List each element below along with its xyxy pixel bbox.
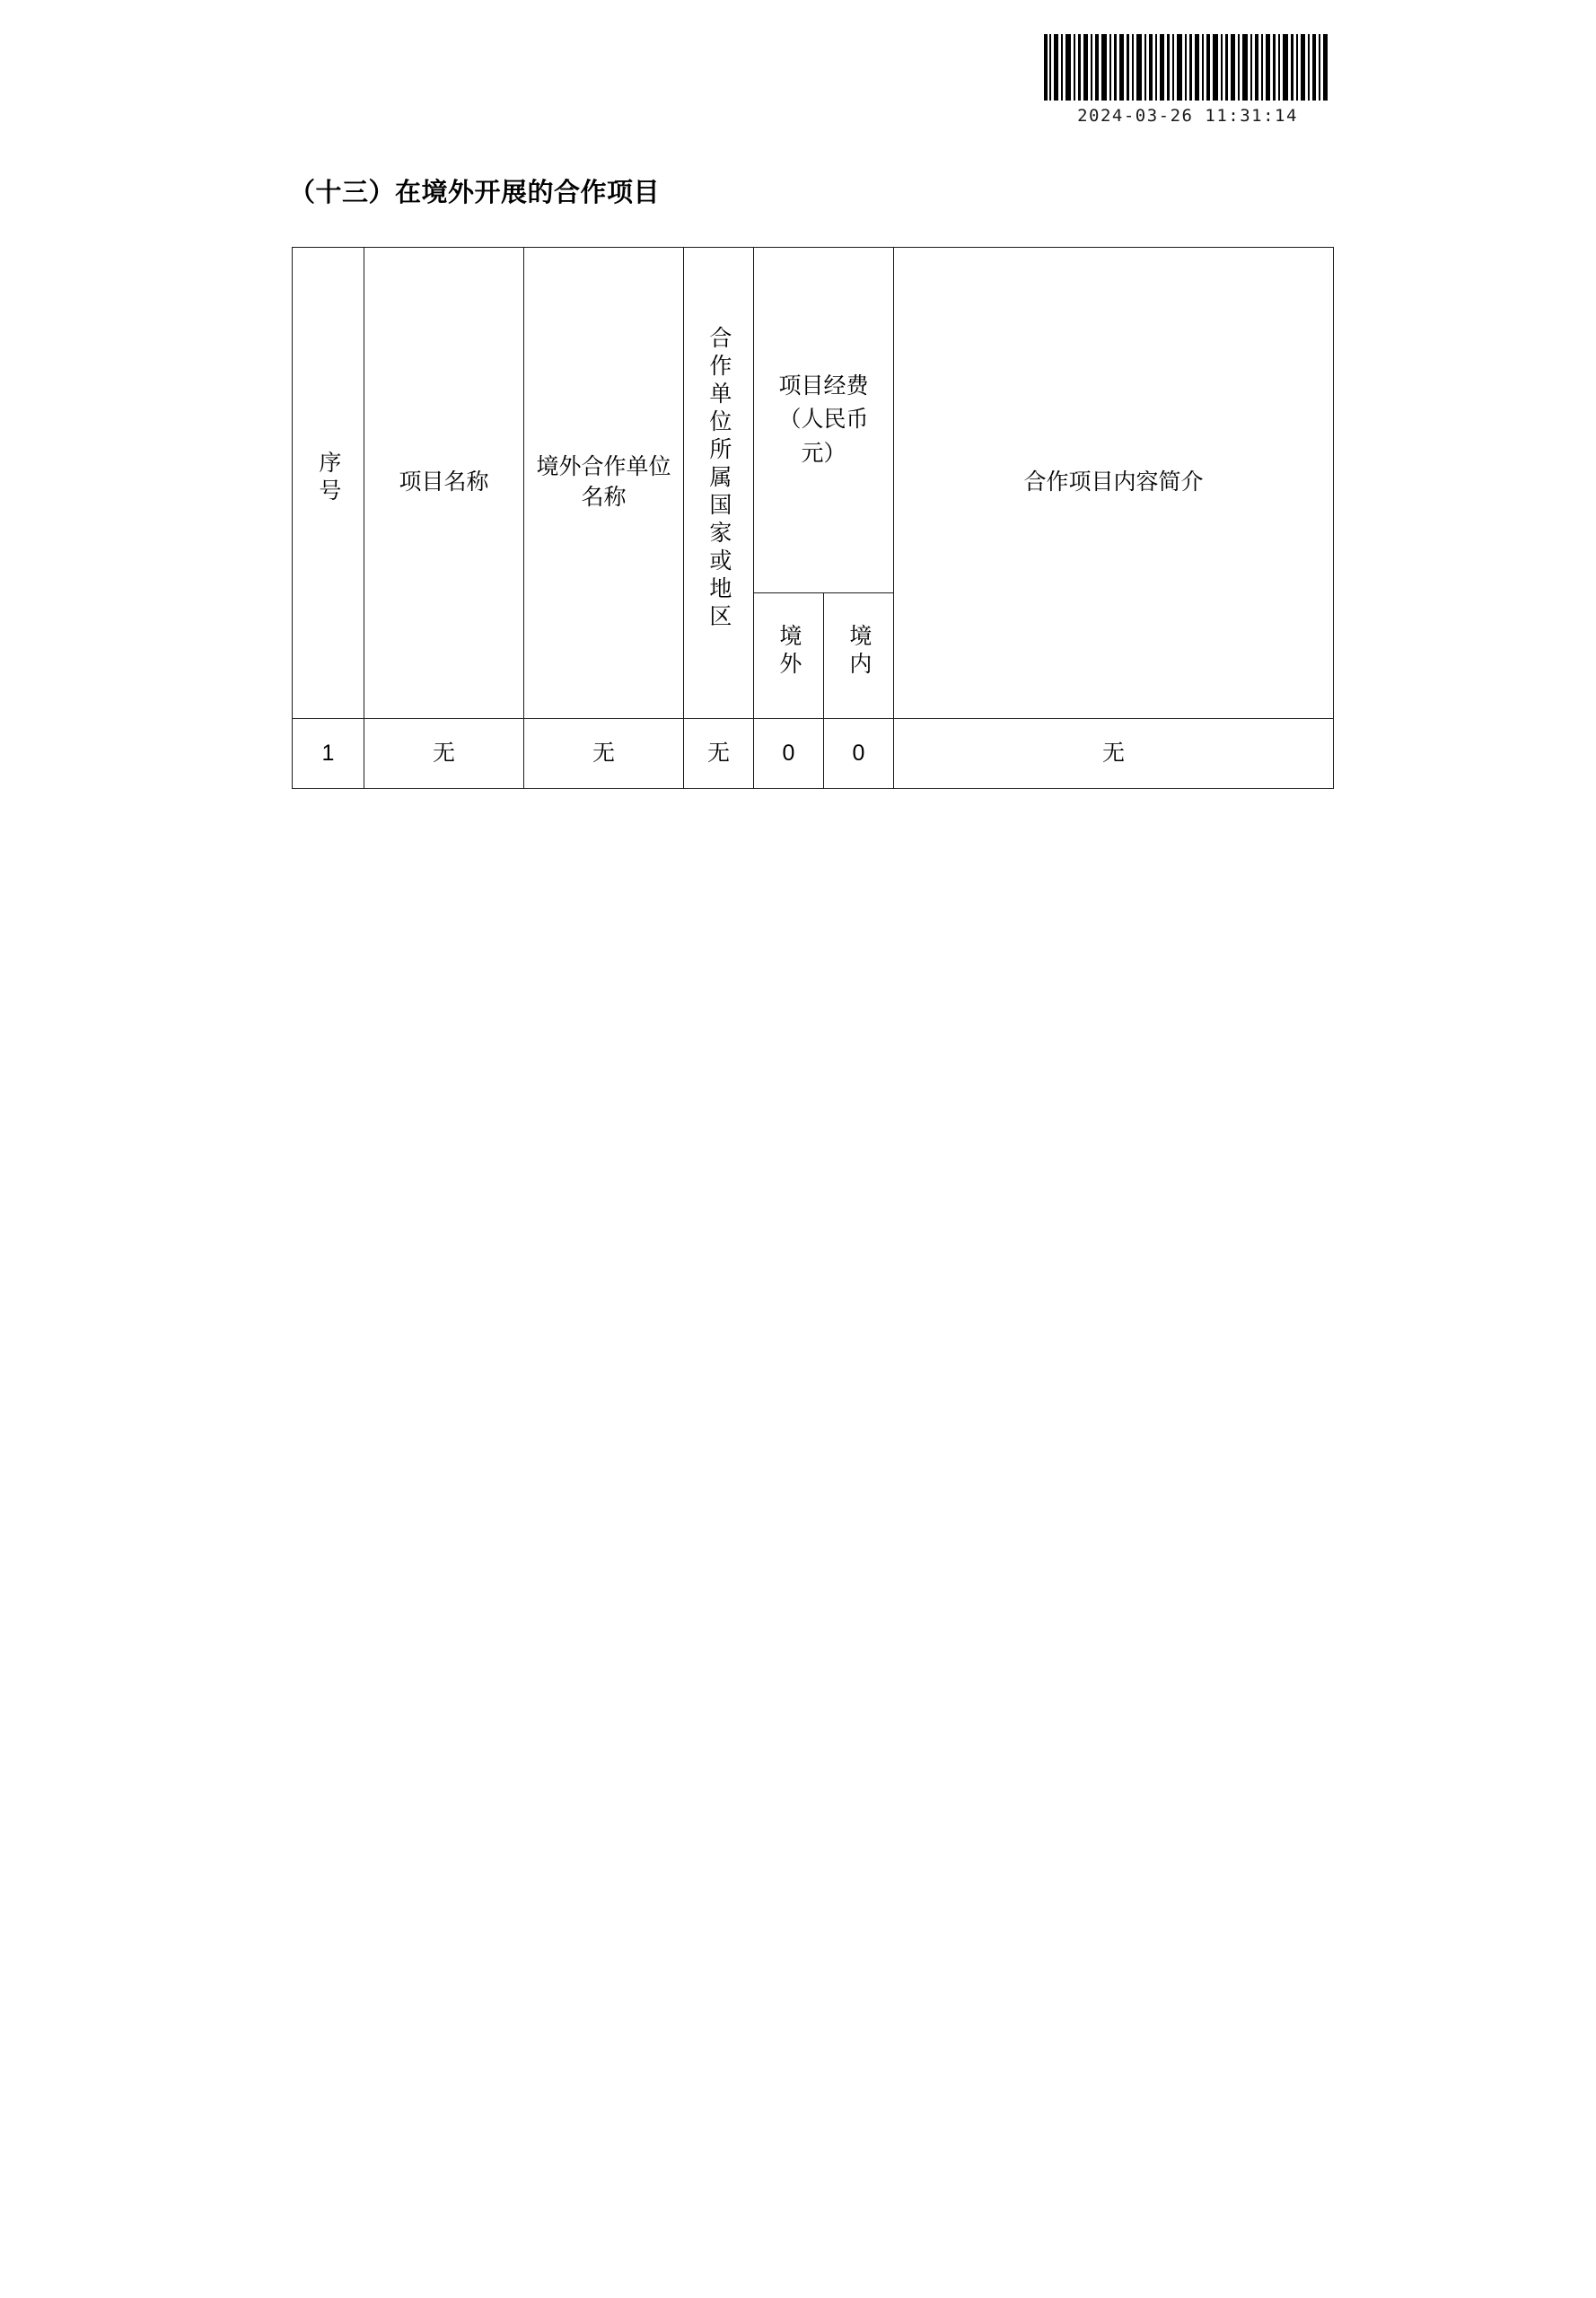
table-header-row-primary [293, 248, 1334, 593]
header-funds-group-label: 项目经费（人民币元） [778, 373, 869, 466]
cell-funds-domestic: 0 [824, 719, 894, 789]
cell-description: 无 [894, 719, 1334, 789]
header-funds-domestic [824, 593, 894, 719]
cell-partner-country: 无 [684, 719, 754, 789]
header-funds-domestic-label: 境内 [846, 623, 872, 680]
header-overseas-partner [524, 248, 684, 719]
cell-seq: 1 [293, 719, 364, 789]
header-funds-overseas-label: 境外 [776, 623, 802, 680]
cell-project-name: 无 [364, 719, 524, 789]
header-project-name [364, 248, 524, 719]
header-project-name-label: 项目名称 [399, 469, 489, 496]
cooperation-projects-table-wrap [292, 247, 1333, 789]
header-funds-group [754, 248, 894, 593]
barcode-icon [1044, 34, 1331, 101]
table-row [293, 719, 1334, 789]
cell-funds-overseas: 0 [754, 719, 824, 789]
header-seq [293, 248, 364, 719]
header-funds-overseas [754, 593, 824, 719]
cell-overseas-partner: 无 [524, 719, 684, 789]
header-partner-country-label: 合作单位所属国家或地区 [706, 325, 732, 632]
header-seq-label: 序号 [315, 451, 341, 507]
header-description-label: 合作项目内容简介 [1023, 469, 1204, 496]
header-partner-country [684, 248, 754, 719]
page-title: （十三）在境外开展的合作项目 [289, 179, 661, 207]
cooperation-projects-table [292, 247, 1334, 789]
barcode-timestamp: 2024-03-26 11:31:14 [1077, 106, 1298, 126]
header-description [894, 248, 1334, 719]
header-overseas-partner-label: 境外合作单位名称 [536, 454, 671, 510]
barcode-block [1044, 34, 1331, 126]
